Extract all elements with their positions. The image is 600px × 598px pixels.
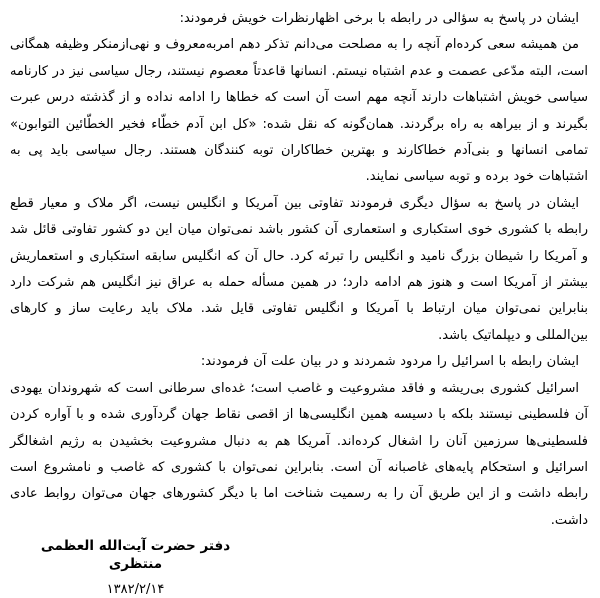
document-date: ۱۳۸۲/۲/۱۴ [106, 582, 165, 598]
paragraph-answer-israel: اسرائیل کشوری بی‌ریشه و فاقد مشروعیت و غاصب است؛ غده‌ای سرطانی است که شهروندان یهودی آن فلسطینی نیستند بلکه با دسیسه همین انگلیسی‌ها از اقصی نقاط جهان گردآوری شده و با آواره کردن فلسطینی‌ها سرزمین آنان را اشغال کرده‌اند. آمریکا هم به دنبال مشروعیت بخشیدن به رژیم اشغالگر اسرائیل و استحکام پایه‌های غاصبانه آن است. بنابراین نمی‌توان با کشوری که غاصب و نامشروع است رابطه داشت و از این طریق آن را به رسمیت شناخت اما با دیگر کشورهای جهان می‌توان روابط عادی داشت. [10, 380, 588, 528]
signature-block [28, 537, 243, 598]
paragraph-answer-america-england: ایشان در پاسخ به سؤال دیگری فرمودند تفاوتی بین آمریکا و انگلیس نیست، اگر ملاک و معیار قطع رابطه با کشوری خوی استکباری و استعماری آن کشور باشد نمی‌توان میان این دو کشور تفاوتی قائل شد و آمریکا را شیطان بزرگ نامید و انگلیس را تبرئه کرد. حال آن که انگلیس سابقه استکباری و استعماریش بیشتر از آمریکا است و هنوز هم ادامه دارد؛ در همین مسأله حمله به عراق نیز انگلیس هم شرکت دارد بنابراین نمی‌توان میان ارتباط با آمریکا و انگلیس تفاوتی قایل شد. ملاک باید رعایت ساز و کارهای بین‌المللی و دیپلماتیک باشد. [10, 195, 588, 343]
paragraph-question-intro-2: ایشان رابطه با اسرائیل را مردود شمردند و در بیان علت آن فرمودند: [200, 354, 579, 370]
paragraph-question-intro-1: ایشان در پاسخ به سؤالی در رابطه با برخی اظهارنظرات خویش فرمودند: [179, 11, 579, 26]
signature-office-name: دفتر حضرت آیت‌الله العظمی منتظری [40, 538, 231, 573]
paragraph-answer-mistakes: من همیشه سعی کرده‌ام آنچه را به مصلحت می‌دانم تذکر دهم امربه‌معروف و نهی‌ازمنکر وظیفه همگانی است، البته مدّعی عصمت و عدم اشتباه نیستم. انسانها قاعدتاً معصوم نیستند، رجال سیاسی نیز در کارنامه سیاسی خویش اشتباهات دارند آنچه مهم است آن است که خطاها را ادامه نداده و از گذشته درس عبرت بگیرند و از بیراهه به راه برگردند. همان‌گونه که نقل شده: «کل ابن آدم خطّاء فخیر الخطّائین التوابون» تمامی انسانها و بنی‌آدم خطاکارند و بهترین خطاکاران توبه کنندگان هستند. رجال سیاسی باید پی به اشتباهات خود برده و توبه سیاسی نمایند. [10, 37, 588, 185]
